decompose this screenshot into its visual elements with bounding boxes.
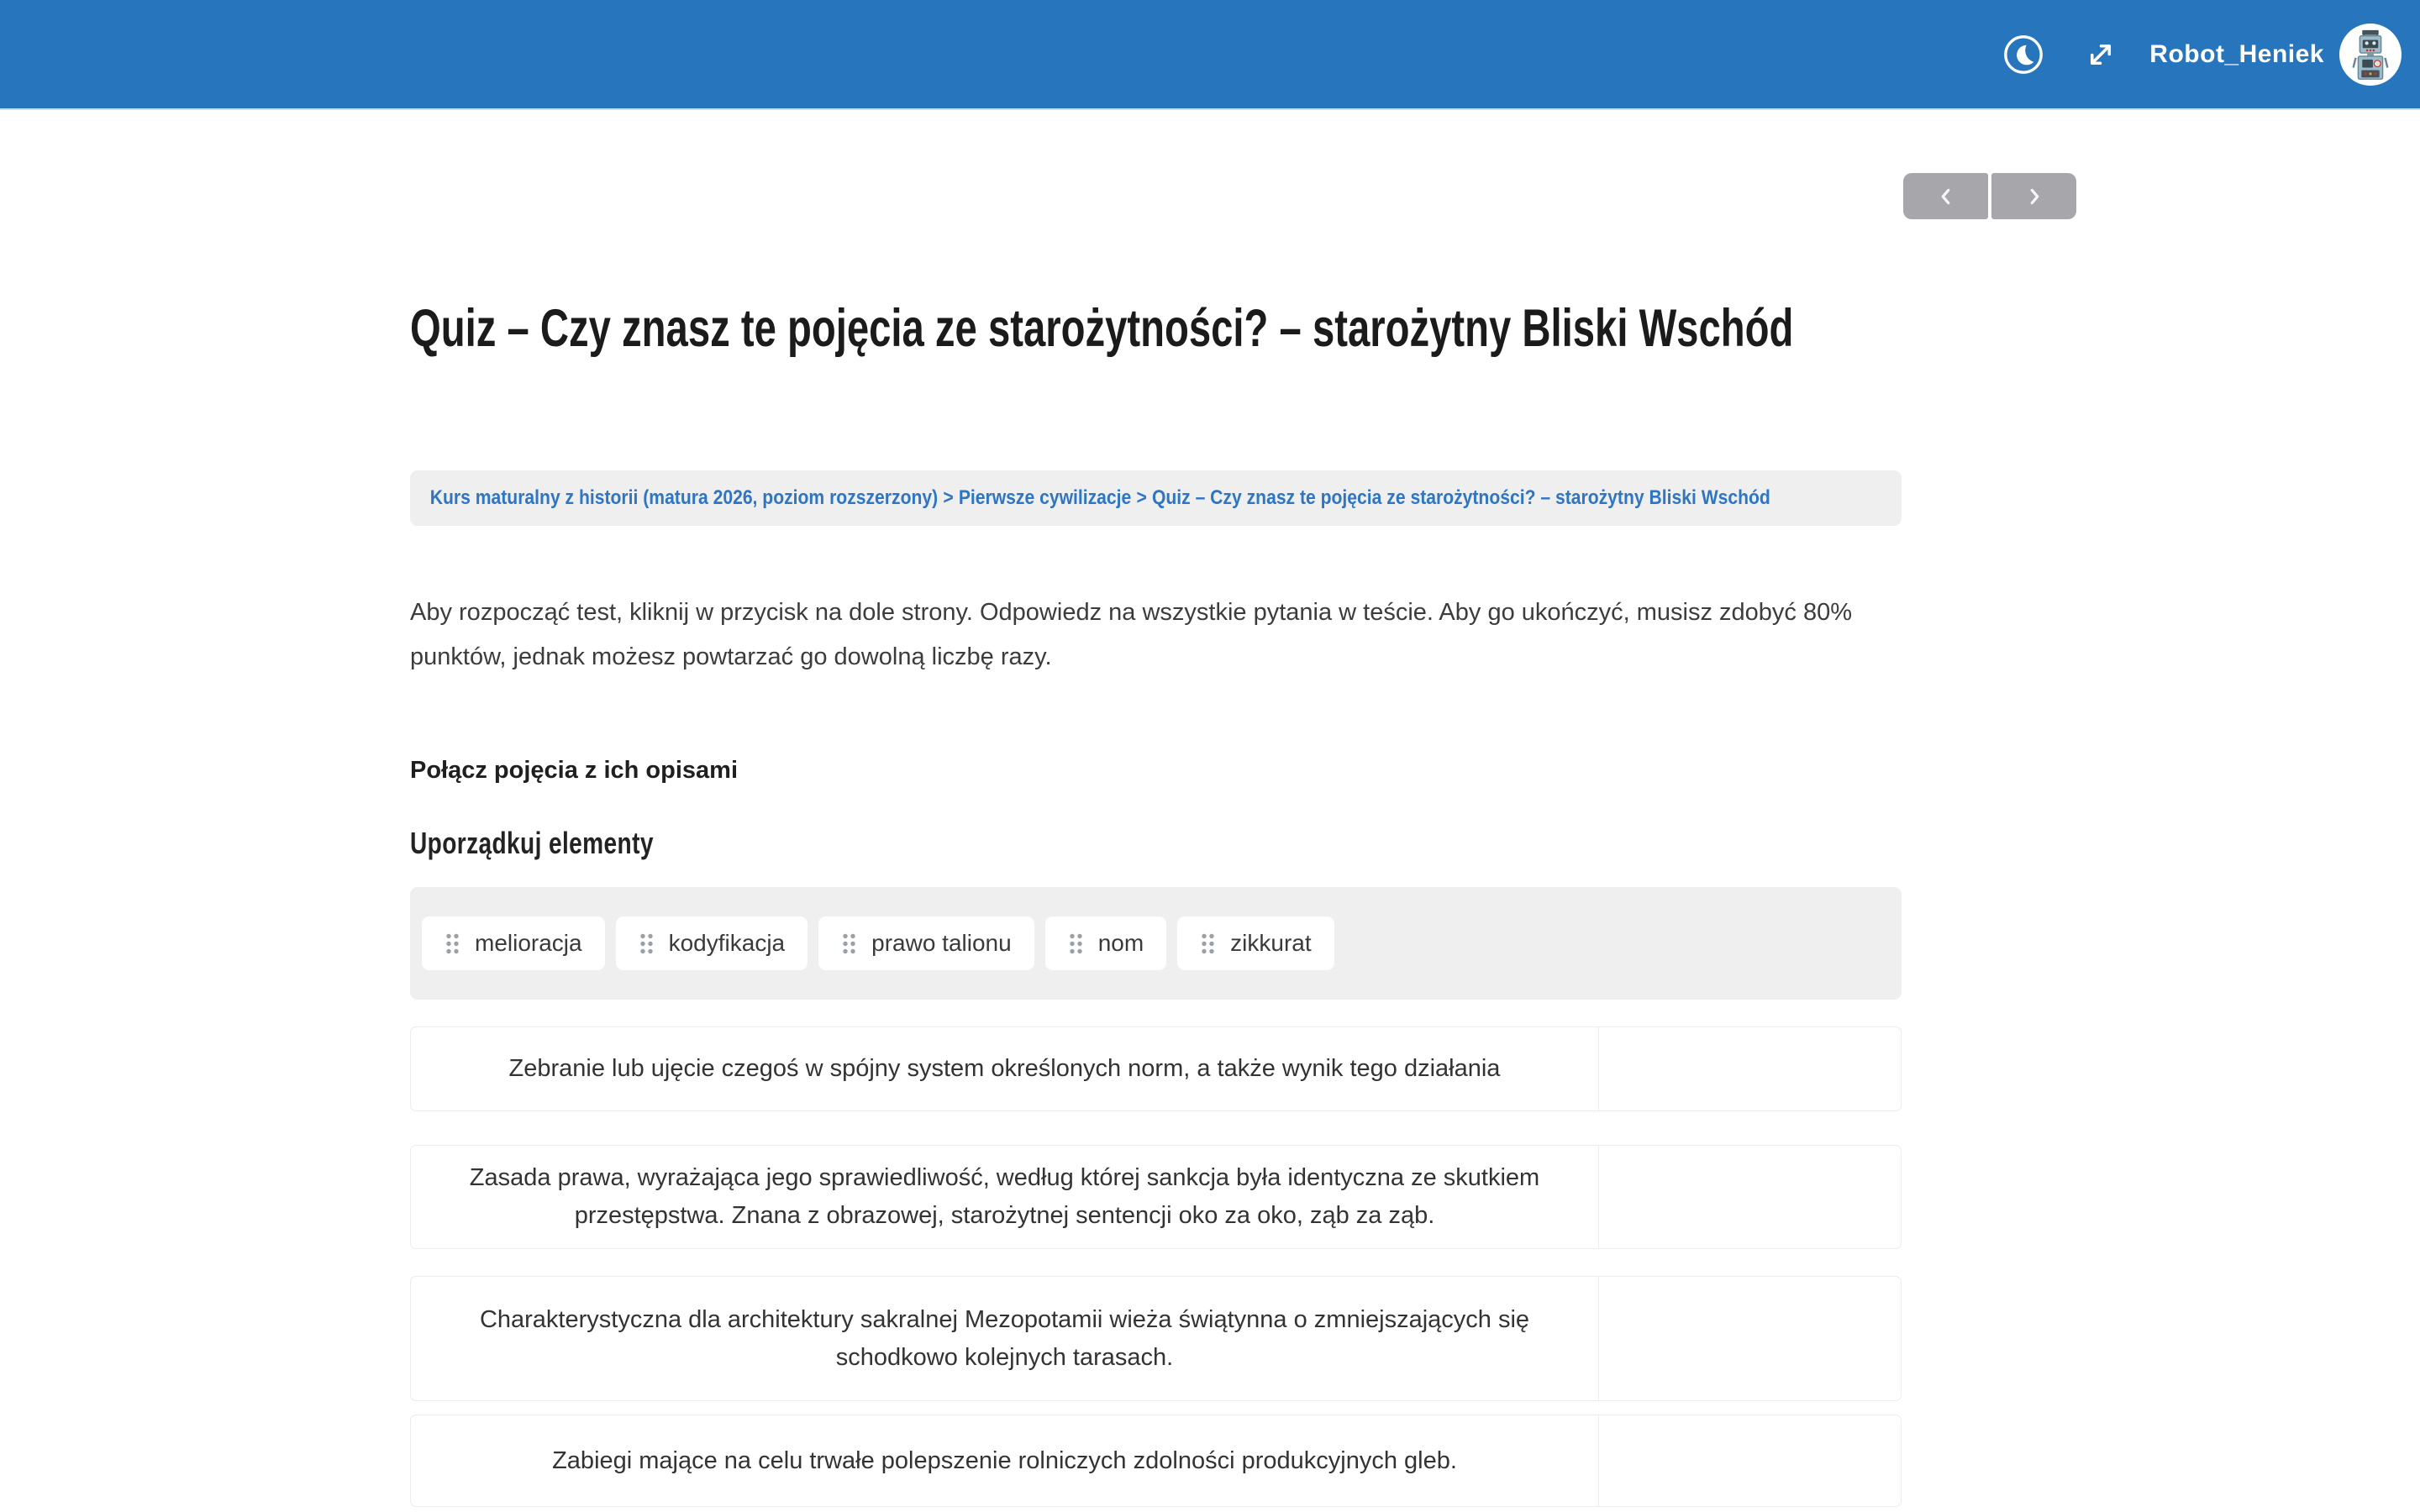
answers-tray <box>410 887 1902 1000</box>
robot-avatar-image <box>2341 25 2400 84</box>
breadcrumb-separator: > <box>943 486 954 509</box>
answer-drop-zone[interactable] <box>1598 1027 1901 1110</box>
description-text: Zabiegi mające na celu trwałe polepszenie rolniczych zdolności produkcyjnych gleb. <box>552 1446 1457 1474</box>
activity-heading: Uporządkuj elementy <box>410 826 654 860</box>
username-label[interactable]: Robot_Heniek <box>2149 39 2324 68</box>
draggable-chip[interactable] <box>818 916 1034 970</box>
breadcrumb <box>410 470 1902 526</box>
draggable-chip[interactable] <box>1045 916 1166 970</box>
moon-icon <box>2003 34 2044 75</box>
chevron-right-icon <box>2023 186 2045 207</box>
activity-pager <box>1903 173 2076 219</box>
description-row <box>410 1415 1902 1507</box>
section-heading: Połącz pojęcia z ich opisami <box>410 757 739 784</box>
chip-label: prawo talionu <box>871 930 1012 956</box>
dark-mode-button[interactable] <box>2000 31 2047 78</box>
answer-drop-zone[interactable] <box>1598 1415 1901 1506</box>
avatar[interactable] <box>2339 24 2402 86</box>
intro-paragraph: Aby rozpocząć test, kliknij w przycisk na dole strony. Odpowiedz na wszystkie pytania w teście. Aby go ukończyć, musisz zdobyć 80% punktów, jednak możesz powtarzać go dowolną liczbę razy. <box>410 599 1853 670</box>
previous-activity-button[interactable] <box>1903 173 1988 219</box>
breadcrumb-separator: > <box>1136 486 1147 509</box>
breadcrumb-current[interactable]: Quiz – Czy znasz te pojęcia ze starożytności? – starożytny Bliski Wschód <box>1151 486 1770 509</box>
answer-drop-zone[interactable] <box>1598 1277 1901 1400</box>
draggable-chip[interactable] <box>616 916 808 970</box>
description-row <box>410 1145 1902 1249</box>
chevron-left-icon <box>1935 186 1957 207</box>
chip-label: zikkurat <box>1230 930 1312 956</box>
drag-handle-icon[interactable] <box>1068 932 1084 956</box>
chip-label: melioracja <box>475 930 582 956</box>
expand-icon <box>2081 35 2120 74</box>
page-title: Quiz – Czy znasz te pojęcia ze starożytności? – starożytny Bliski Wschód <box>410 299 1794 358</box>
draggable-chip[interactable] <box>422 916 605 970</box>
drag-handle-icon[interactable] <box>639 932 655 956</box>
drag-handle-icon[interactable] <box>841 932 857 956</box>
drag-handle-icon[interactable] <box>445 932 460 956</box>
breadcrumb-link-course[interactable]: Kurs maturalny z historii (matura 2026, poziom rozszerzony) <box>429 486 939 509</box>
drag-handle-icon[interactable] <box>1200 932 1216 956</box>
fullscreen-button[interactable] <box>2077 31 2124 78</box>
top-bar <box>0 0 2420 110</box>
description-row <box>410 1276 1902 1401</box>
answer-drop-zone[interactable] <box>1598 1146 1901 1248</box>
description-text: Charakterystyczna dla architektury sakralnej Mezopotamii wieża świątynna o zmniejszających się schodkowo kolejnych tarasach. <box>479 1305 1530 1371</box>
description-row <box>410 1026 1902 1111</box>
description-text: Zasada prawa, wyrażająca jego sprawiedliwość, według której sankcja była identyczna ze skutkiem przestępstwa. Znana z obrazowej, starożytnej sentencji oko za oko, ząb za ząb. <box>469 1164 1540 1229</box>
next-activity-button[interactable] <box>1991 173 2076 219</box>
breadcrumb-link-section[interactable]: Pierwsze cywilizacje <box>958 486 1132 509</box>
draggable-chip[interactable] <box>1177 916 1334 970</box>
description-text: Zebranie lub ujęcie czegoś w spójny system określonych norm, a także wynik tego działania <box>508 1055 1501 1082</box>
chip-label: nom <box>1097 930 1144 956</box>
chip-label: kodyfikacja <box>668 930 786 956</box>
